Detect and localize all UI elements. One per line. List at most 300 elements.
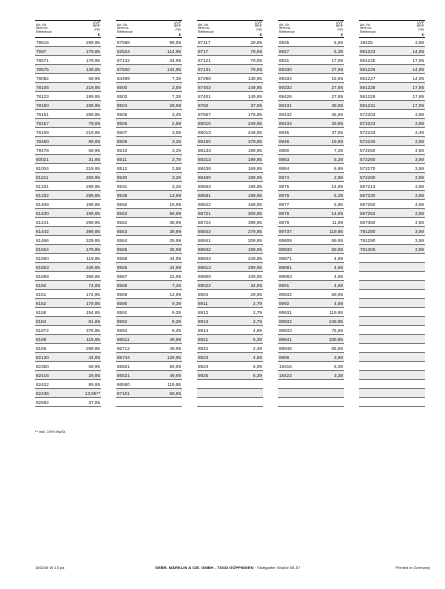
article-number: 8946 [279, 138, 290, 144]
price-value: 199,95 [247, 192, 262, 198]
price-value: 169,95 [247, 165, 262, 171]
price-value: 19,99 [169, 201, 181, 207]
article-number: 8538 [117, 192, 128, 198]
header-price [393, 21, 425, 37]
price-column-2 [116, 20, 182, 407]
price-value: 3,59 [415, 237, 424, 243]
price-value: 56,99 [169, 210, 181, 216]
price-value: 27,95 [331, 66, 343, 72]
article-number: 89022 [198, 282, 211, 288]
article-number: 8530 [117, 174, 128, 180]
price-value: 199,95 [247, 147, 262, 153]
price-value: 3,59 [415, 183, 424, 189]
company-name: GEBR. MÄRKLIN & CIE. GMBH - 73033 GÖPPINGEN [155, 565, 254, 570]
article-number: 89891 [279, 264, 292, 270]
article-number: 572233 [360, 129, 376, 135]
price-value: 3,59 [415, 39, 424, 45]
table-row [359, 344, 425, 353]
price-value: 134,95 [166, 66, 181, 72]
header-price-label: UVP [255, 20, 262, 25]
price-value: 37,95 [331, 129, 343, 135]
article-number: 8979 [279, 219, 290, 225]
price-value: 8,39 [172, 318, 181, 324]
price-value: 9,39 [172, 300, 181, 306]
column-header [116, 20, 182, 38]
article-number: 8904 [198, 291, 209, 297]
article-number: 7587 [36, 48, 47, 54]
price-value: 299,95 [247, 264, 262, 270]
article-number: 88438 [198, 165, 211, 171]
table-row [35, 398, 101, 407]
article-number: 82350 [36, 363, 49, 369]
price-value: 99,95 [169, 39, 181, 45]
price-value: 3,59 [415, 111, 424, 117]
price-value: 19,95 [331, 138, 343, 144]
article-number: 591225 [360, 57, 376, 63]
header-article-label: Référence [36, 29, 52, 34]
price-value: 114,95 [167, 48, 181, 54]
table-row [197, 398, 263, 407]
article-number: 591231 [360, 102, 376, 108]
header-price-label: PPI [418, 28, 424, 32]
article-number: 89893 [279, 273, 292, 279]
article-number: 8974 [279, 174, 290, 180]
header-currency: € [340, 31, 343, 37]
header-price [312, 21, 344, 37]
price-value: 49,95 [169, 345, 181, 351]
article-number: 572203 [360, 111, 376, 117]
article-number: 88010 [198, 120, 211, 126]
price-value: 29,95 [331, 120, 343, 126]
header-price-label: RRP [173, 24, 181, 29]
price-value: 3,59 [415, 219, 424, 225]
table-row [359, 380, 425, 389]
price-value: 25,99 [169, 246, 181, 252]
header-price-label: RRP [92, 24, 100, 29]
article-number: 89932 [279, 318, 292, 324]
article-number: 8511 [117, 156, 127, 162]
header-price-label: RRP [416, 24, 424, 29]
header-price-label: UVP [174, 20, 181, 25]
table-row [359, 299, 425, 308]
table-row [359, 362, 425, 371]
article-number: 8558 [117, 255, 128, 261]
article-number: 80021 [36, 156, 49, 162]
price-value: 74,95 [88, 282, 100, 288]
price-value: 6,39 [334, 363, 343, 369]
price-value: 3,59 [415, 192, 424, 198]
price-value: 5,29 [334, 156, 343, 162]
price-value: 299,95 [85, 219, 100, 225]
header-currency: € [259, 31, 262, 37]
article-number: 8921 [198, 336, 209, 342]
article-number: 86521 [117, 372, 130, 378]
street-address: · Stuttgarter Straße 55-57 [254, 565, 301, 570]
price-value: 339,95 [328, 336, 343, 342]
price-value: 6,39 [253, 372, 262, 378]
article-number: 88563 [198, 183, 211, 189]
article-number: 87403 [198, 84, 211, 90]
price-value: 179,95 [85, 57, 100, 63]
table-row [278, 380, 344, 389]
article-number: 79515 [36, 39, 49, 45]
price-value: 44,99 [169, 255, 181, 261]
article-number: 78082 [36, 75, 49, 81]
article-number: 791290 [360, 237, 376, 243]
price-value: 69,95 [88, 363, 100, 369]
price-value: 29,99 [169, 237, 181, 243]
article-number: 89830 [279, 246, 292, 252]
table-row [359, 326, 425, 335]
article-number: 587230 [360, 192, 376, 198]
price-value: 249,95 [247, 129, 262, 135]
header-price-label: UVP [417, 20, 424, 25]
price-value: 199,95 [247, 156, 262, 162]
price-value: 119,95 [86, 336, 100, 342]
header-article-number [197, 21, 231, 37]
price-value: 45,95 [331, 111, 343, 117]
article-number: 88133 [198, 147, 211, 153]
price-value: 27,95 [331, 93, 343, 99]
table-row [359, 353, 425, 362]
header-price-label: UVP [336, 20, 343, 25]
price-value: 34,95 [250, 282, 262, 288]
article-number: 86580 [117, 381, 130, 387]
price-value: 4,69 [334, 282, 343, 288]
table-row [359, 254, 425, 263]
article-number: 18422 [279, 372, 292, 378]
price-value: 4,69 [334, 300, 343, 306]
article-number: 89432 [279, 111, 292, 117]
price-value: 179,95 [247, 111, 262, 117]
article-number: 88724 [198, 219, 211, 225]
price-value: 17,95 [412, 84, 424, 90]
price-value: 249,95 [328, 318, 343, 324]
article-number: 78150 [36, 102, 49, 108]
article-number: 88150 [198, 138, 211, 144]
price-value: 149,95 [247, 93, 262, 99]
price-value: 379,95 [85, 327, 100, 333]
price-value: 3,29 [172, 183, 181, 189]
table-row [359, 335, 425, 344]
price-value: 3,49 [415, 129, 424, 135]
price-value: 199,95 [85, 210, 100, 216]
price-value: 14,95 [412, 66, 424, 72]
article-number: 8591 [117, 309, 128, 315]
price-value: 2,59 [172, 165, 181, 171]
price-value: 4,69 [334, 255, 343, 261]
price-value: 174,95 [85, 291, 100, 297]
article-number: 8567 [117, 273, 128, 279]
price-column-1 [35, 20, 101, 407]
article-number: 89932 [279, 291, 292, 297]
price-value: 44,95 [88, 354, 100, 360]
article-number: 89933 [279, 327, 292, 333]
article-number: 81560 [36, 255, 49, 261]
price-value: 29,95 [250, 39, 262, 45]
price-value: 75,95 [331, 327, 343, 333]
price-value: 279,95 [247, 228, 262, 234]
article-number: 78159 [36, 129, 49, 135]
price-value: 2,59 [172, 84, 181, 90]
article-number: 587250 [360, 201, 376, 207]
price-value: 3,29 [172, 147, 181, 153]
price-value: 249,95 [247, 120, 262, 126]
article-number: 8992 [279, 300, 290, 306]
article-number: 79478 [36, 147, 49, 153]
price-value: 179,95 [85, 246, 100, 252]
price-value: 69,95 [331, 246, 343, 252]
price-value: 69,95 [331, 237, 343, 243]
price-value: 349,95 [85, 264, 100, 270]
price-value: 37,95 [88, 399, 100, 405]
price-value: 149,95 [85, 66, 100, 72]
price-value: 7,29 [334, 147, 343, 153]
price-value: 199,95 [85, 93, 100, 99]
article-number: 8152 [36, 300, 47, 306]
price-value: 22,99 [169, 273, 181, 279]
table-row [359, 389, 425, 398]
article-number: 88941 [198, 237, 211, 243]
article-number: 8931 [279, 57, 290, 63]
article-number: 87132 [117, 57, 130, 63]
header-price [231, 21, 263, 37]
article-number: 8925 [279, 39, 290, 45]
column-header [197, 20, 263, 38]
table-row [278, 371, 344, 380]
article-number: 8569 [117, 291, 128, 297]
price-value: 309,95 [247, 210, 262, 216]
price-value: 7,49 [172, 282, 181, 288]
article-number: 19425 [360, 39, 373, 45]
article-number: 8563 [117, 228, 128, 234]
price-value: 89,95 [88, 138, 100, 144]
price-value: 15,95 [331, 75, 343, 81]
header-article-label: Référence [117, 29, 133, 34]
article-number: 88721 [198, 210, 211, 216]
price-value: 79,95 [250, 57, 262, 63]
price-value: 169,95 [247, 201, 262, 207]
table-row [278, 389, 344, 398]
price-value: 79,95 [250, 48, 262, 54]
price-value: 3,29 [172, 174, 181, 180]
price-value: 219,95 [85, 129, 100, 135]
price-value: 17,95 [412, 57, 424, 63]
article-number: 591223 [360, 48, 376, 54]
price-value: 259,95 [85, 111, 100, 117]
article-number: 8158 [36, 309, 47, 315]
price-value: 2,79 [253, 300, 262, 306]
article-number: 89871 [279, 255, 292, 261]
article-number: 8504 [117, 102, 128, 108]
price-value: 69,95 [331, 291, 343, 297]
article-number: 82582 [36, 399, 49, 405]
article-number: 8975 [279, 183, 290, 189]
article-number: 8505 [117, 111, 128, 117]
article-number: 81331 [36, 183, 49, 189]
price-value: 199,95 [247, 246, 262, 252]
article-number: 89334 [279, 75, 292, 81]
price-value: 299,95 [85, 192, 100, 198]
article-number: 8945 [279, 129, 290, 135]
price-value: 34,95 [169, 57, 181, 63]
price-value: 3,59 [415, 156, 424, 162]
article-number: 587213 [360, 183, 376, 189]
price-value: 6,99 [253, 363, 262, 369]
article-number: 81004 [36, 165, 49, 171]
article-number: 82422 [36, 381, 49, 387]
article-number: 8914 [198, 327, 209, 333]
price-value: 299,95 [85, 39, 100, 45]
article-number: 8927 [279, 48, 290, 54]
article-number: 8568 [117, 282, 128, 288]
table-row [197, 371, 263, 380]
price-value: 44,99 [169, 264, 181, 270]
article-number: 78151 [36, 111, 49, 117]
article-number: 791300 [360, 246, 376, 252]
table-row [359, 272, 425, 281]
article-number: 87299 [198, 75, 211, 81]
price-value: 3,59 [415, 201, 424, 207]
article-number: 88942 [198, 246, 211, 252]
article-number: 78106 [36, 84, 49, 90]
price-value: 119,95 [329, 228, 343, 234]
price-value: 299,95 [85, 345, 100, 351]
price-value: 2,99 [334, 174, 343, 180]
price-value: 65,95 [331, 345, 343, 351]
price-value: 81,95 [88, 318, 100, 324]
article-number: 572250 [360, 147, 376, 153]
header-article-number [359, 21, 393, 37]
price-value: 49,95 [169, 336, 181, 342]
article-number: 8512 [117, 165, 128, 171]
article-number: 8717 [198, 48, 209, 54]
header-price-label: PPI [94, 28, 100, 32]
article-number: 81151 [36, 174, 49, 180]
article-number: 88843 [198, 228, 211, 234]
price-value: 329,95 [85, 237, 100, 243]
article-number: 81872 [36, 327, 49, 333]
price-value: 199,95 [85, 201, 100, 207]
catalog-code: 185246 W 13 pa [35, 565, 65, 570]
article-number: 8911 [198, 300, 208, 306]
price-value: 209,95 [247, 237, 262, 243]
table-row [359, 371, 425, 380]
header-article-label: Référence [279, 29, 295, 34]
article-number: 8998 [279, 354, 290, 360]
article-number: 81409 [36, 201, 49, 207]
article-number: 8562 [117, 219, 128, 225]
article-number: 8509 [117, 138, 128, 144]
price-value: 3,59 [415, 174, 424, 180]
article-number: 81442 [36, 228, 49, 234]
header-article-label: Item no. [117, 26, 130, 31]
price-value: 7,39 [172, 93, 181, 99]
price-value: 3,59 [415, 210, 424, 216]
price-value: 69,95 [88, 147, 100, 153]
price-value: 299,95 [85, 183, 100, 189]
article-number: 84499 [117, 75, 130, 81]
price-value: 3,49 [172, 111, 181, 117]
article-number: 572240 [360, 138, 376, 144]
article-number: 8594 [117, 327, 128, 333]
price-table-columns [35, 20, 430, 412]
article-number: 88622 [198, 201, 211, 207]
table-row [116, 389, 182, 398]
article-number: 82416 [36, 372, 49, 378]
article-number: 88813 [198, 264, 211, 270]
article-number: 8550 [117, 201, 128, 207]
price-value: 179,95 [85, 300, 100, 306]
header-currency: € [178, 31, 181, 37]
article-number: 8912 [198, 309, 209, 315]
price-value: 229,95 [247, 255, 262, 261]
header-article-number [35, 21, 69, 37]
article-number: 81803 [36, 264, 49, 270]
price-value: 199,95 [247, 183, 262, 189]
table-row [359, 245, 425, 254]
header-currency: € [97, 31, 100, 37]
article-number: 81858 [36, 273, 49, 279]
article-number: 8565 [117, 246, 128, 252]
article-number: 8923 [198, 354, 209, 360]
price-value: 154,95 [85, 309, 100, 315]
price-value: 119,95 [329, 309, 343, 315]
article-number: 89931 [279, 309, 292, 315]
price-value: 3,59 [415, 246, 424, 252]
table-row [359, 263, 425, 272]
header-price-label: PPI [175, 28, 181, 32]
article-number: 89946 [279, 345, 292, 351]
header-price-label: RRP [254, 24, 262, 29]
printed-in: Printed in Germany [395, 565, 430, 570]
price-value: 89,95 [88, 381, 100, 387]
article-number: 8151 [36, 291, 47, 297]
header-article-label: Référence [360, 29, 376, 34]
article-number: 572260 [360, 156, 376, 162]
article-number: 81332 [36, 192, 49, 198]
article-number: 82130 [36, 354, 49, 360]
price-value: 6,39 [253, 336, 262, 342]
price-value: 3,59 [415, 120, 424, 126]
article-number: 87117 [198, 39, 211, 45]
price-value: 3,59 [172, 129, 181, 135]
price-value: 379,95 [247, 138, 262, 144]
article-number: 86712 [117, 345, 130, 351]
article-number: 8991 [279, 282, 290, 288]
table-row [359, 317, 425, 326]
price-value: 259,95 [85, 174, 100, 180]
price-value: 139,95 [247, 75, 262, 81]
price-value: 17,95 [412, 93, 424, 99]
table-row [359, 398, 425, 407]
article-number: 86501 [117, 363, 130, 369]
article-number: 78571 [36, 57, 49, 63]
article-number: 8559 [117, 264, 128, 270]
price-value: 2,49 [253, 345, 262, 351]
price-value: 3,59 [415, 228, 424, 234]
article-number: 8506 [117, 120, 128, 126]
price-value: 179,95 [85, 48, 100, 54]
article-number: 19416 [279, 363, 292, 369]
header-price-label: PPI [256, 28, 262, 32]
price-value: 119,95 [86, 255, 100, 261]
page-footer [35, 564, 430, 572]
article-number: 8503 [117, 93, 128, 99]
header-article-label: Art.-Nr. [198, 22, 209, 27]
article-number: 78157 [36, 120, 49, 126]
price-value: 219,95 [85, 84, 100, 90]
